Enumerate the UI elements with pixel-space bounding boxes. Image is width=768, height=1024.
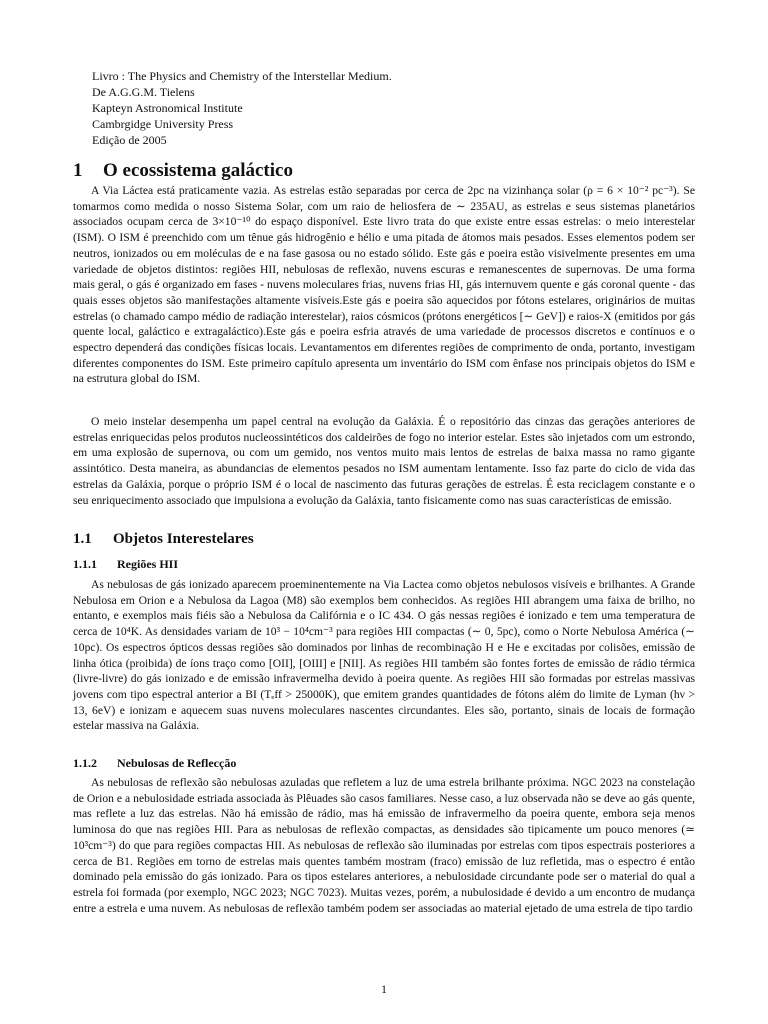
section-1-paragraph-1: A Via Láctea está praticamente vazia. As estrelas estão separadas por cerca de 2pc na vizinhança solar (ρ = 6 × 10⁻² pc⁻³). Se tomarmos como medida o nosso Sistema Solar, com um raio de heliosfera de ∼ 235AU, as estrelas e seus sistemas planetários associados ocupam cerca de 3×10⁻¹⁰ do espaço disponível. Este livro trata do que existe entre essas estrelas: o meio interestelar (ISM). O ISM é preenchido com um tênue gás hidrogênio e hélio e uma pitada de átomos mais pesados. Esses elementos podem ser neutros, ionizados ou em moléculas de e na fase gasosa ou no estado sólido. Este gás e poeira estão visivelmente presentes em uma variedade de objetos distintos: regiões HII, nebulosas de reflexão, nuvens escuras e remanescentes de supernovas. De uma forma mais geral, o gás é organizado em fases - nuvens moleculares frias, nuvens frias HI, gás internuvem quente e gás coronal quente - das quais esses objetos são manifestações altamente visíveis.Este gás e poeira são aquecidos por fótons estelares, originários de muitas estrelas (o chamado campo médio de radiação interestelar), raios cósmicos (prótons energéticos [∼ GeV]) e raios-X (emitidos por gás quente local, galáctico e extragaláctico).Este gás e poeira esfria através de uma variedade de processos discretos e contínuos e o espectro dependerá das condições físicas locais. Levantamentos em diferentes regiões de comprimento de onda, portanto, investigam diferentes componentes do ISM. Este primeiro capítulo apresenta um inventário do ISM com ênfase nos principais objetos do ISM e na estrutura global do ISM. [73,184,695,386]
page-number: 1 [381,982,387,996]
section-1-paragraph-2: O meio instelar desempenha um papel central na evolução da Galáxia. É o repositório das cinzas das gerações anteriores de estrelas enriquecidas pelos produtos nucleossintéticos dos caldeirões de fogo no interior estelar. Estes são injetados com um estrondo, em uma explosão de supernova, ou com um gemido, nos ventos muito mais lentos de estrelas de baixa massa no ramo gigante assintótico. Desta maneira, as abundancias de elementos pesados no ISM aumentam lentamente. Isso faz parte do ciclo de vida das estrelas da Galáxia, porque o próprio ISM é o local de nascimento das futuras gerações de estrelas. É esta reciclagem constante e o seu enriquecimento associado que impulsiona a evolução da Galáxia, tanto fisicamente como nas suas características de emissão. [73,415,695,507]
section-title: O ecossistema galáctico [103,160,293,181]
section-number: 1.1 [73,531,92,547]
section-1-1-heading [73,531,254,548]
section-title: Regiões HII [117,557,178,571]
section-1-1-1-heading [73,557,178,572]
reference-line-author: De A.G.G.M. Tielens [92,85,195,99]
section-1-1-1-paragraph: As nebulosas de gás ionizado aparecem proeminentemente na Via Lactea como objetos nebulosos visíveis e brilhantes. A Grande Nebulosa em Orion e a Nebulosa da Lagoa (M8) são exemplos bem conhecidos. As regiões HII abrangem uma faixa de brilho, no entanto, e exemplos mais fiéis são a Nebulosa da Califórnia e o IC 434. O gás nessas regiões é ionizado e tem uma temperatura de cerca de 10⁴K. As densidades variam de 10³ − 10⁴cm⁻³ para regiões HII compactas (∼ 0, 5pc), como o Norte Nebulosa América (∼ 10pc). Os espectros ópticos dessas regiões são dominados por linhas de recombinação H e He e excitadas por colisões, emissão de linha ótica (proibida) de íons traço como [OII], [OIII] e [NII]. As regiões HII também são fontes fortes de emissão de rádio térmica (livre-livre) do gás ionizado e de emissão infravermelha devido à poeira quente. As regiões HII são formadas por estrelas massivas jovens com tipo espectral anterior a BI (Tₑff > 25000K), que emitem grandes quantidades de fótons além do limite de Lyman (hν > 13, 6eV) e ionizam e aquecem suas nuvens moleculares nascentes circundantes. Eles são, portanto, sinais de locais de formação estelar massiva na Galáxia. [73,578,695,733]
reference-line-institute: Kapteyn Astronomical Institute [92,101,243,115]
book-reference [92,68,692,148]
section-1-1-2-paragraph: As nebulosas de reflexão são nebulosas azuladas que refletem a luz de uma estrela brilhante próxima. NGC 2023 na constelação de Orion e a nebulosidade estriada associada às Plêuades são casos familiares. Nesse caso, a luz observada não se deve ao gás quente, mas reflete a luz das estrelas. Não há emissão de rádio, mas há emissão de infravermelho da poeira quente, embora seja menos luminosa do que nas regiões HII. Para as nebulosas de reflexão compactas, as densidades são tipicamente um pouco menores (≃ 10³cm⁻³) do que para regiões compactas HII. As nebulosas de reflexão são iluminadas por estrelas com tipos espectrais posteriores a cerca de B1. Regiões em torno de estrelas mais quentes também mostram (fraco) emissão de luz refletida, mas o espectro é então dominado pela emissão do gás ionizado. Para os tipos estelares anteriores, a nebulosidade circundante pode ser o material do qual a estrela foi formada (por exemplo, NGC 2023; NGC 7023). Muitas vezes, porém, a nubulosidade é devido a um encontro de mudança entre a estrela e uma nuvem. As nebulosas de reflexão também podem ser associadas ao material ejetado de uma estrela de tipo tardio [73,776,695,915]
section-1-heading [73,160,293,182]
reference-line-edition: Edição de 2005 [92,133,167,147]
section-number: 1.1.2 [73,756,97,770]
section-number: 1 [73,160,83,181]
reference-line-book: Livro : The Physics and Chemistry of the Interstellar Medium. [92,69,392,83]
reference-line-publisher: Cambrgidge University Press [92,117,234,131]
section-1-1-2-heading [73,756,236,771]
section-title: Objetos Interestelares [113,531,254,547]
section-title: Nebulosas de Reflecção [117,756,237,770]
section-number: 1.1.1 [73,557,97,571]
